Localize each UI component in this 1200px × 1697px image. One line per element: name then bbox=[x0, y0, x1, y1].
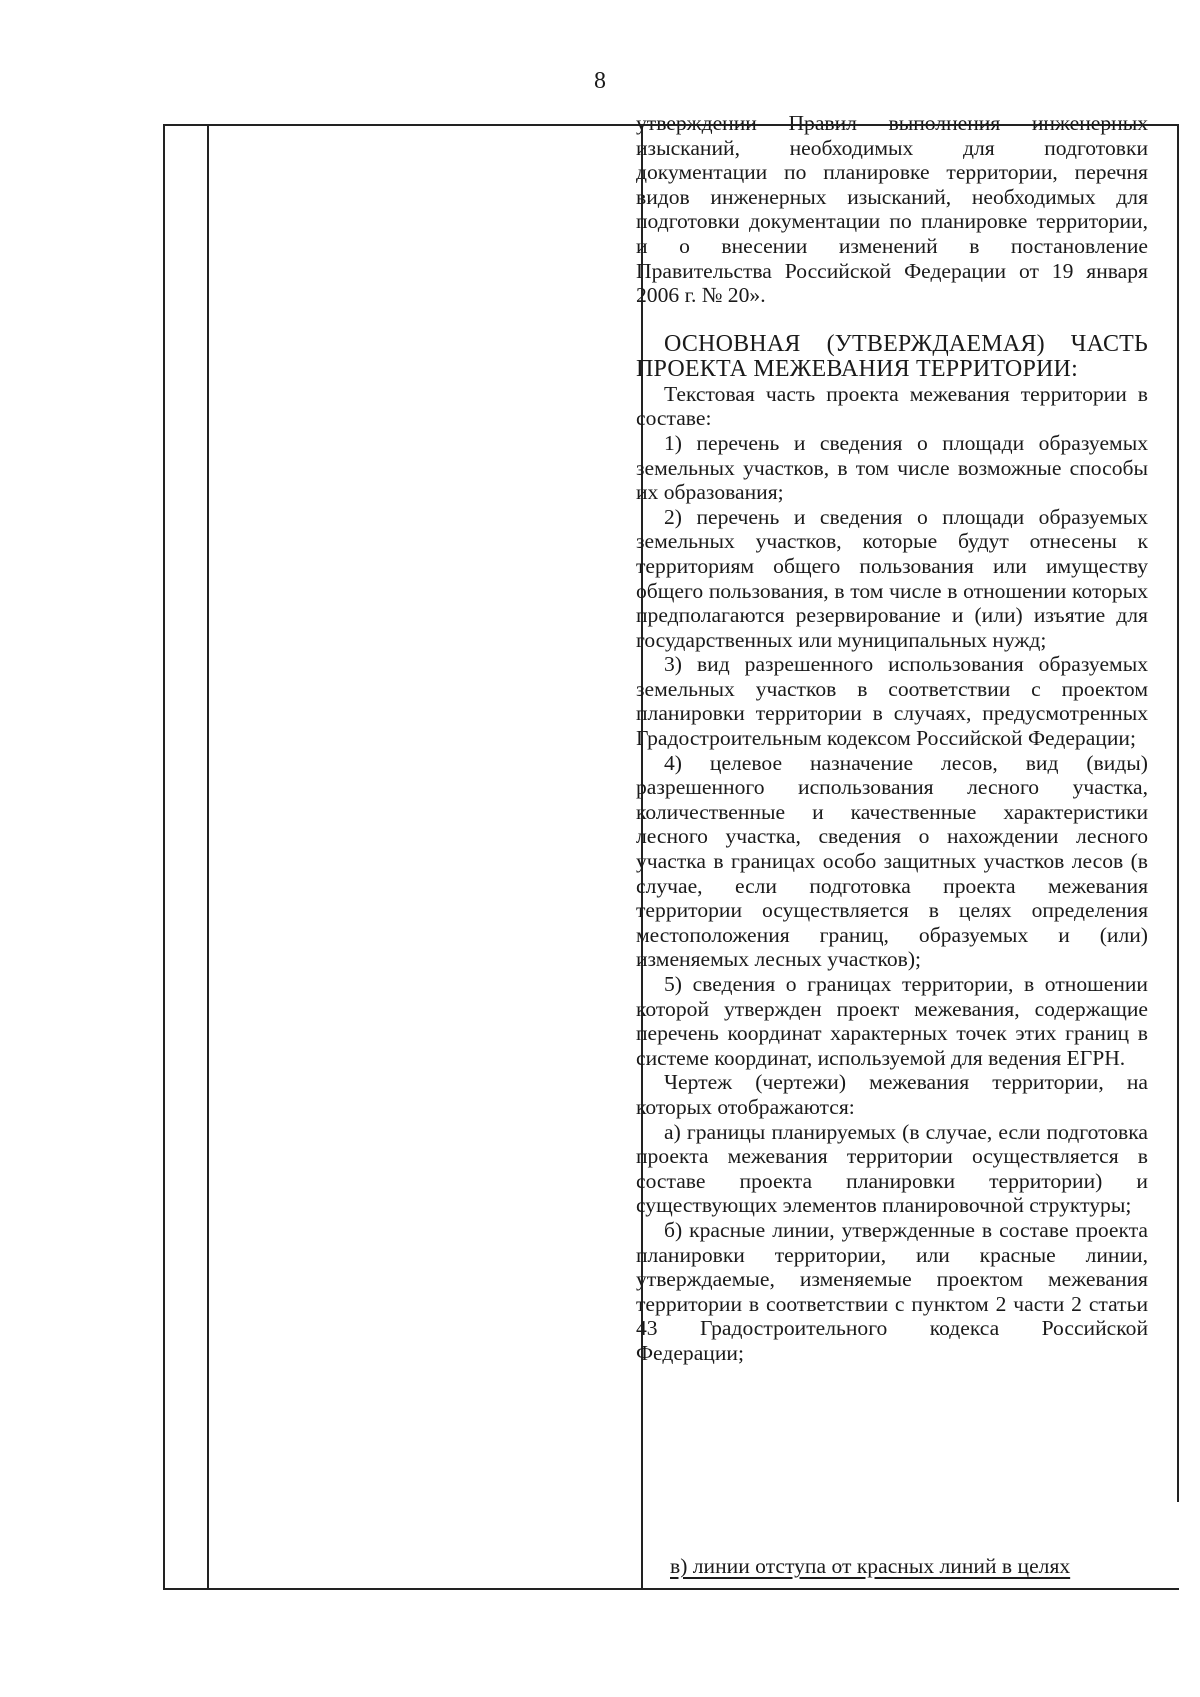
table-right-border bbox=[1177, 126, 1179, 1502]
list-item-3: 3) вид разрешенного использования образуемых земельных участков в соответствии с проектом планировки территории в случаях, предусмотренных Градостроительным кодексом Российской Федерации; bbox=[636, 652, 1148, 751]
list-item-2: 2) перечень и сведения о площади образуемых земельных участков, которые будут отнесены к территориям общего пользования или имуществу общего пользования, в том числе в отношении которых предполагаются резервирование и (или) изъятие для государственных или муниципальных нужд; bbox=[636, 504, 1148, 652]
list-item-b: б) красные линии, утвержденные в составе проекта планировки территории, или красные линии, утверждаемые, изменяемые проектом межевания территории в соответствии с пунктом 2 части 2 статьи 43 Градостроительного кодекса Российской Федерации; bbox=[636, 1217, 1148, 1365]
table-cell-text bbox=[636, 111, 1148, 1366]
section-heading: ОСНОВНАЯ (УТВЕРЖДАЕМАЯ) ЧАСТЬ ПРОЕКТА МЕЖЕВАНИЯ ТЕРРИТОРИИ: bbox=[636, 330, 1148, 382]
page-number: 8 bbox=[594, 68, 606, 94]
list-item-a: а) границы планируемых (в случае, если подготовка проекта межевания территории осуществляется в составе проекта планировки территории) и существующих элементов планировочной структуры; bbox=[636, 1119, 1148, 1218]
paragraph-text-part: Текстовая часть проекта межевания территории в составе: bbox=[636, 381, 1148, 431]
list-item-v-cut: в) линии отступа от красных линий в целях bbox=[670, 1554, 1071, 1578]
table-column-divider-1 bbox=[207, 126, 209, 1588]
list-item-5: 5) сведения о границах территории, в отношении которой утвержден проект межевания, содержащие перечень координат характерных точек этих границ в системе координат, используемой для ведения ЕГРН. bbox=[636, 972, 1148, 1070]
paragraph-continuation: утверждении Правил выполнения инженерных изысканий, необходимых для подготовки документации по планировке территории, перечня видов инженерных изысканий, необходимых для подготовки документации по планировке территории, и о внесении изменений в постановление Правительства Российской Федерации от 19 января 2006 г. № 20». bbox=[636, 111, 1148, 308]
list-item-1: 1) перечень и сведения о площади образуемых земельных участков, в том числе возможные способы их образования; bbox=[636, 430, 1148, 505]
list-item-4: 4) целевое назначение лесов, вид (виды) разрешенного использования лесного участка, количественные и качественные характеристики лесного участка, сведения о нахождении лесного участка в границах особо защитных участков лесов (в случае, если подготовка проекта межевания территории осуществляется в целях определения местоположения границ, образуемых и (или) изменяемых лесных участков); bbox=[636, 750, 1148, 972]
paragraph-drawings: Чертеж (чертежи) межевания территории, на которых отображаются: bbox=[636, 1070, 1148, 1119]
